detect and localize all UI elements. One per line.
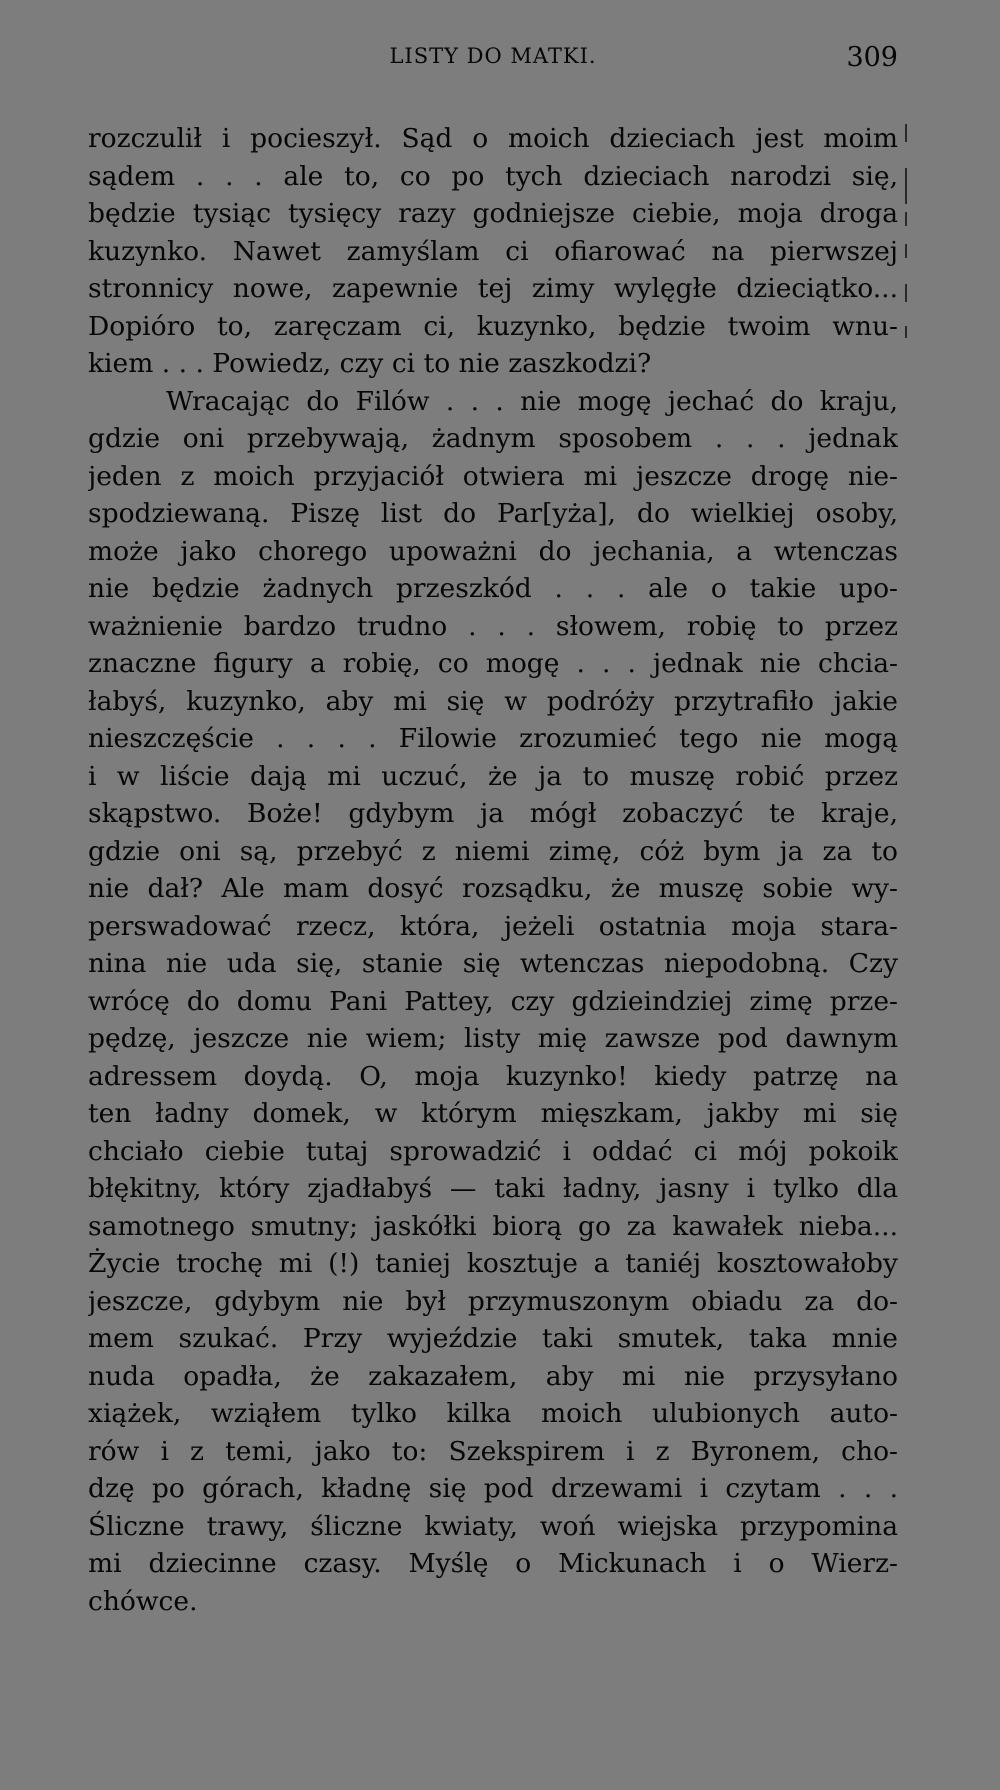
text-line: kuzynko. Nawet zamyślam ci ofiarować na pierwszej — [88, 235, 898, 267]
margin-mark — [905, 124, 907, 142]
margin-mark — [905, 284, 907, 302]
text-line: Wracając do Filów . . . nie mogę jechać do kraju, — [166, 385, 898, 417]
margin-mark — [905, 212, 907, 226]
text-line: ważnienie bardzo trudno . . . słowem, robię to przez — [88, 610, 898, 642]
text-line: chciało ciebie tutaj sprowadzić i oddać ci mój pokoik — [88, 1135, 898, 1167]
text-line: i w liście dają mi uczuć, że ja to muszę robić przez — [88, 760, 898, 792]
text-line: nie dał? Ale mam dosyć rozsądku, że muszę sobie wy- — [88, 873, 898, 904]
text-line: chówce. — [88, 1585, 198, 1617]
text-line: gdzie oni przebywają, żadnym sposobem . . . jednak — [88, 423, 898, 454]
page-header — [88, 44, 898, 84]
text-line: znaczne figury a robię, co mogę . . . jednak nie chcia- — [88, 648, 898, 679]
text-line: Śliczne trawy, śliczne kwiaty, woń wiejska przypomina — [88, 1510, 898, 1542]
text-line: perswadować rzecz, która, jeżeli ostatnia moja stara- — [88, 910, 898, 942]
text-line: jeszcze, gdybym nie był przymuszonym obiadu za do- — [88, 1285, 898, 1317]
text-line: spodziewaną. Piszę list do Par[yża], do wielkiej osoby, — [88, 498, 898, 529]
text-line: może jako chorego upoważni do jechania, a wtenczas — [88, 535, 898, 567]
text-line: mi dziecinne czasy. Myślę o Mickunach i o Wierz- — [88, 1548, 898, 1579]
text-line: będzie tysiąc tysięcy razy godniejsze ciebie, moja droga — [88, 198, 898, 229]
page-number: 309 — [846, 42, 898, 73]
text-line: kiem . . . Powiedz, czy ci to nie zaszkodzi? — [88, 348, 652, 379]
text-line: nuda opadła, że zakazałem, aby mi nie przysyłano — [88, 1360, 898, 1392]
text-line: dzę po górach, kładnę się pod drzewami i czytam . . . — [88, 1473, 898, 1504]
running-head: LISTY DO MATKI. — [389, 44, 597, 68]
text-line: mem szukać. Przy wyjeździe taki smutek, taka mnie — [88, 1323, 898, 1354]
text-line: skąpstwo. Boże! gdybym ja mógł zobaczyć te kraje, — [88, 798, 898, 829]
margin-mark — [905, 168, 907, 204]
text-line: adressem doydą. O, moja kuzynko! kiedy patrzę na — [88, 1060, 898, 1092]
text-line: gdzie oni są, przebyć z niemi zimę, cóż bym ja za to — [88, 835, 898, 867]
margin-marks — [902, 120, 912, 360]
text-line: rozczulił i pocieszył. Sąd o moich dzieciach jest moim — [88, 123, 898, 154]
text-line: błękitny, który zjadłabyś — taki ładny, jasny i tylko dla — [88, 1173, 898, 1204]
text-line: nina nie uda się, stanie się wtenczas niepodobną. Czy — [88, 948, 898, 979]
text-line: wrócę do domu Pani Pattey, czy gdzieindziej zimę prze- — [88, 985, 898, 1017]
text-line: sądem . . . ale to, co po tych dzieciach narodzi się, — [88, 160, 898, 192]
text-line: nie będzie żadnych przeszkód . . . ale o takie upo- — [88, 573, 898, 604]
text-line: łabyś, kuzynko, aby mi się w podróży przytrafiło jakie — [88, 685, 898, 717]
text-line: xiążek, wziąłem tylko kilka moich ulubionych auto- — [88, 1398, 898, 1429]
text-line: jeden z moich przyjaciół otwiera mi jeszcze drogę nie- — [88, 460, 898, 492]
text-line: ten ładny domek, w którym mięszkam, jakby mi się — [88, 1098, 898, 1129]
text-line: nieszczęście . . . . Filowie zrozumieć tego nie mogą — [88, 723, 898, 754]
body-text — [88, 120, 898, 1620]
margin-mark — [905, 326, 907, 338]
text-line: stronnicy nowe, zapewnie tej zimy wylęgłe dzieciątko... — [88, 273, 898, 304]
text-line: samotnego smutny; jaskółki biorą go za kawałek nieba... — [88, 1210, 898, 1242]
margin-mark — [905, 244, 907, 258]
text-line: Dopióro to, zaręczam ci, kuzynko, będzie twoim wnu- — [88, 310, 898, 342]
text-line: Życie trochę mi (!) taniej kosztuje a taniéj kosztowałoby — [88, 1248, 898, 1279]
text-line: rów i z temi, jako to: Szekspirem i z Byronem, cho- — [88, 1435, 898, 1467]
text-line: pędzę, jeszcze nie wiem; listy mię zawsze pod dawnym — [88, 1023, 898, 1054]
